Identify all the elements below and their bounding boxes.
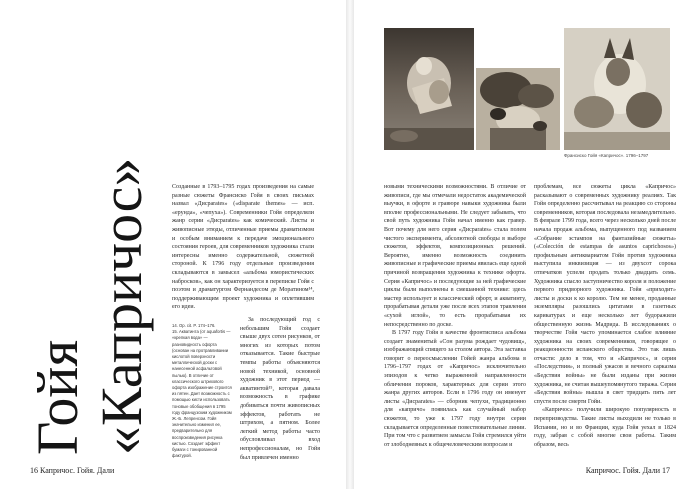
folio-right: Капричос. Гойя. Дали 17 — [585, 466, 670, 475]
left-column-2 — [240, 316, 320, 464]
paragraph: Созданные в 1793–1795 годах произведения на самые разные сюжеты Франсиско Гойя в своих письмах назвал «Дисparates» («disparate themes» — исп. «ерунда», «чепуха»). Современники Гойя определяли жанр серии «Дисparates» как комический. Листы и живописные этюды, отличенные приемы драматизмом и особым вниманием к передаче эмоционального состояния героев, для современников художника стали интересны именно содержательной, сюжетной стороной. К 1796 году отдельные произведения складываются в замысел «альбома юмористических набросков», как он характеризуется в переписке Гойя с поэтом и драматургом Фернандесом де Моратином¹⁴, поддерживающим проект художника и оплетившим его идеи. — [172, 184, 314, 311]
footnote: 14. Op. cit. P. 174–176. 15. Акватинта (от aquafortis — «крепкая вода» — разновидность офорта (основан на протравливании кислотой поверхности металлической доски с нанесенной асфальтовой пылью). В отличие от классического штрихового офорта изображение строится из пятен. Дает возможность с помощью кисти использовать тоновые обобщения в 1795 году французским художником Ж.-Б. Лепренсом. Гойя значительно изменил ее, предварительно для воспроизведения рисунка кистью. Создает эффект бумаги с тонированной фактурой. — [172, 323, 232, 459]
paragraph: проблемам, все сюжеты цикла «Капричос» расказывают о современных художнику реалиях. Так Гойя определенно рассчитывал на реакцию со стороны современников, которая последовала незамедлительно. В феврале 1799 года, всего через несколько дней после начала продаж альбома, выпущенного под названием «Собрание эстампов на фантазийные сюжеты» («Colección de estampas de asuntos caprichosos») профильным антиквариатом Гойя против художника выступила инквизиция — из двухсот сорока отпечатков успели продать только двадцать семь. Художника спасло заступничество короля и положение первого придворного художника. Гойя «приходит» листы и доски к ко королю. Тем не менее, проданные экземпляры разошлись цитатами в газетных карикатурах и еще несколько лет будоражили общественную жизнь Мадрида. В исследованиях о творчестве Гойя часто упоминается слабое влияние художника на своих современников, говорящее о реакционности испанского общества. Это так лишь отчасти: дело в том, что и «Капричос», и серия «Последствия», и полный ужасов и вечного сарказма «Бедствия войны» не были изданы при жизни художника, не считая вышеупомянутого тиража. Серия «Бедствия войны» вышла в свет тридцать пять лет спустя после смерти Гойи. — [534, 184, 676, 405]
vertical-title-line-2: «Капричос» — [89, 157, 154, 455]
paragraph: «Капричос» получили широкую популярность в перепризводства. Такие листы выходили не только в Испании, но и во Франции, куда Гойя уехал в 1824 году, забрав с собой многие свои работы. Таким образом, весь — [534, 407, 676, 448]
paragraph: новыми техническими возможностями. В отличие от живописи, где мы отмечали недостаток академической выучки, в офорте и гравюре навыки художника были вполне профессиональными. Не следует забывать, что свой путь художника Гойя начал именно как гравер. Вот почему для него серия «Дисparates» стала полем чистого эксперимента, абсолютной свободы в выборе сюжетов, эффектов, композиционных решений. Вероятно, именно возможность соединить живописные и графические приемы явилась еще одной причиной возвращения художника к технике офорта. Серия «Капричос» и последующие за ней графические циклы были выполнены в смешанной технике: здесь мастер использует и классический офорт, и акватинту, прорабатывая детали уже после всех этапов травления «сухой иглой», то есть прорабатывая их непосредственно по доске. — [384, 184, 526, 328]
vertical-title-line-1: Гойя — [25, 339, 90, 455]
left-column-1 — [172, 183, 314, 311]
etching-sleep-of-reason-image — [476, 68, 560, 150]
right-page — [354, 0, 700, 489]
folio-left: 16 Капричос. Гойя. Дали — [30, 466, 115, 475]
paragraph: За последующий год с небольшим Гойя создает свыше двух сотен рисунков, от многих из которых потом отказывается. Такие быстрые темпы работы объясняются новой техникой, основной художник в этот период — акватинтой¹⁵, которая давала возможность в графике добиваться почти живописных эффектов, работать не штрихом, а пятном. Более легкий метод работы часто обусловливал вход непрофессионалам, но Гойя был привлечен именно — [240, 317, 320, 461]
paragraph: В 1797 году Гойя в качестве фронтисписа альбома создает знаменитый «Сон разума рождает чудовищ», изображающий спящего за столом автора. Эта заставка говорит о переосмыслении Гойей жанра альбома в 1796–1797 годах от «Капричос» исключительно эпизодов к четко выраженной направленности обличения пороков, характерных для серии этого жанра других авторов. Если в 1796 году он именует листы «Дисparates» — сборник чепухи, традиционно для «капричо» появилась как случайный набор сюжетов, то уже к 1797 году внутри серии складывается определенные повествовательные линии. При том что с развитием замысла Гойя стремился уйти от злободневных к общечеловеческим вопросам и — [384, 330, 526, 448]
book-gutter — [346, 0, 354, 489]
etching-witches-image — [384, 28, 474, 150]
image-caption: Франсиско Гойя «Капричос». 1796–1797 — [564, 153, 649, 158]
right-column-1 — [384, 183, 526, 464]
left-page — [0, 0, 346, 489]
vertical-title — [26, 35, 160, 455]
etching-donkey-image — [564, 28, 670, 150]
right-column-2 — [534, 183, 676, 464]
